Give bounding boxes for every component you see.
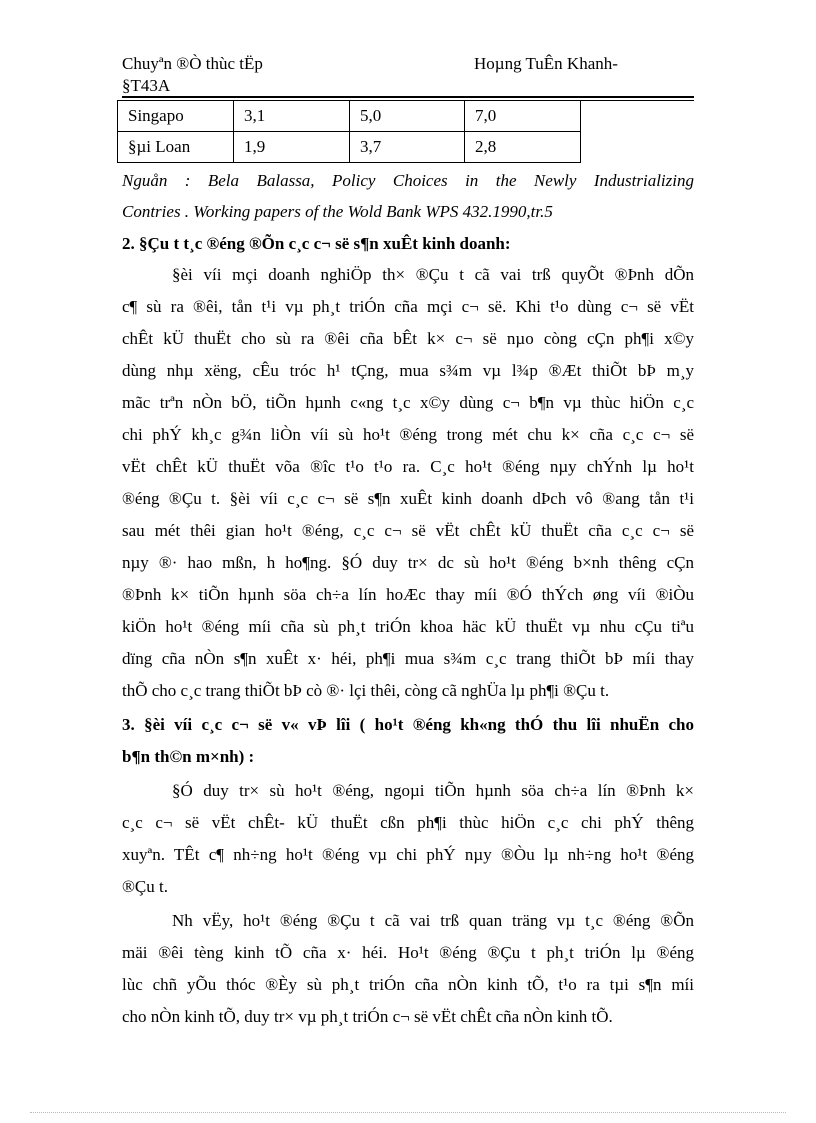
table-cell: 3,7 <box>350 132 465 163</box>
section3-heading-cont: b¶n th©n m×nh) : <box>122 747 255 766</box>
paragraph-line: §èi víi mçi doanh nghiÖp th× ®Çu t cã vai trß quyÕt ®Þnh dÕn <box>172 265 694 284</box>
paragraph-line: mãc trªn nÒn bÖ, tiÕn hµnh c«ng t¸c x©y dùng c¬ b¶n vµ thùc hiÖn c¸c <box>122 393 694 412</box>
table-row <box>118 101 581 132</box>
paragraph-line: §Ó duy tr× sù ho¹t ®éng, ngoµi tiÕn hµnh söa ch÷a lín ®Þnh k× <box>172 781 694 800</box>
header-rule-thick <box>122 96 694 98</box>
paragraph-line: c¶ sù ra ®êi, tån t¹i vµ ph¸t triÓn cña mçi c¬ së. Khi t¹o dùng c¬ së vËt <box>122 297 694 316</box>
paragraph-line: dùng nhµ xëng, cÊu tróc h¹ tÇng, mua s¾m vµ l¾p ®Æt thiÕt bÞ m¸y <box>122 361 694 380</box>
paragraph-line: thÕ cho c¸c trang thiÕt bÞ cò ®· lçi thêi, còng cã nghÜa lµ ph¶i ®Çu t. <box>122 681 610 700</box>
paragraph-line: mäi ®êi tèng kinh tÕ cña x· héi. Ho¹t ®éng ®Çu t ph¸t triÓn lµ ®éng <box>122 943 694 962</box>
header-title: Chuyªn ®Ò thùc tËp <box>122 54 263 73</box>
section2-heading: 2. §Çu t t¸c ®éng ®Õn c¸c c¬ së s¶n xuÊt kinh doanh: <box>122 234 511 253</box>
source-line-1: Nguån : Bela Balassa, Policy Choices in the Newly Industrializing <box>122 171 694 190</box>
paragraph-line: vËt chÊt kÜ thuËt võa ®îc t¹o t¹o ra. C¸c ho¹t ®éng nµy chÝnh lµ ho¹t <box>122 457 694 476</box>
header-class: §T43A <box>122 76 171 95</box>
growth-table <box>117 100 581 163</box>
paragraph-line: cho nÒn kinh tÕ, duy tr× vµ ph¸t triÓn c¬ së vËt chÊt cña nÒn kinh tÕ. <box>122 1007 613 1026</box>
table-cell: 2,8 <box>465 132 581 163</box>
paragraph-line: c¸c c¬ së vËt chÊt- kÜ thuËt cßn ph¶i thùc hiÖn c¸c chi phÝ thêng <box>122 813 694 832</box>
source-line-2: Contries . Working papers of the Wold Bank WPS 432.1990,tr.5 <box>122 202 553 221</box>
paragraph-line: sau mét thêi gian ho¹t ®éng, c¸c c¬ së vËt chÊt kÜ thuËt cña c¸c c¬ së <box>122 521 694 540</box>
paragraph-line: ®Çu t. <box>122 877 168 896</box>
paragraph-line: lùc chñ yÕu thóc ®Èy sù ph¸t triÓn cña nÒn kinh tÕ, t¹o ra tµi s¶n míi <box>122 975 694 994</box>
paragraph-line: chi phÝ kh¸c g¾n liÒn víi sù ho¹t ®éng trong mét chu k× cña c¸c c¬ së <box>122 425 694 444</box>
paragraph-line: dïng cña nÒn s¶n xuÊt x· héi, ph¶i mua s¾m c¸c trang thiÕt bÞ míi thay <box>122 649 694 668</box>
table-cell: 5,0 <box>350 101 465 132</box>
paragraph-line: ®Þnh k× tiÕn hµnh söa ch÷a lín hoÆc thay míi ®Ó thÝch øng víi ®iÒu <box>122 585 694 604</box>
page-bottom-rule <box>30 1112 786 1113</box>
paragraph-line: ®éng ®Çu t. §èi víi c¸c c¬ së s¶n xuÊt kinh doanh dÞch vô ®ang tån t¹i <box>122 489 694 508</box>
table-cell: 7,0 <box>465 101 581 132</box>
header-left <box>122 53 263 97</box>
paragraph-line: nµy ®· hao mßn, h ho¶ng. §Ó duy tr× dc sù ho¹t ®éng b×nh thêng cÇn <box>122 553 694 572</box>
table-cell: 3,1 <box>234 101 350 132</box>
table-cell: §µi Loan <box>118 132 234 163</box>
paragraph-line: Nh vËy, ho¹t ®éng ®Çu t cã vai trß quan träng vµ t¸c ®éng ®Õn <box>172 911 694 930</box>
paragraph-line: chÊt kÜ thuËt cho sù ra ®êi cña bÊt k× c¬ së nµo còng cÇn ph¶i x©y <box>122 329 694 348</box>
paragraph-line: kiÖn ho¹t ®éng míi cña sù ph¸t triÓn khoa häc kÜ thuËt vµ nhu cÇu tiªu <box>122 617 694 636</box>
paragraph-line: xuyªn. TÊt c¶ nh÷ng ho¹t ®éng vµ chi phÝ nµy ®Òu lµ nh÷ng ho¹t ®éng <box>122 845 694 864</box>
table-row <box>118 132 581 163</box>
section3-heading: 3. §èi víi c¸c c¬ së v« vÞ lîi ( ho¹t ®éng kh«ng thÓ thu lîi nhuËn cho <box>122 715 694 734</box>
header-author: Hoµng TuÊn Khanh- <box>474 54 618 73</box>
table-cell: Singapo <box>118 101 234 132</box>
table-cell: 1,9 <box>234 132 350 163</box>
